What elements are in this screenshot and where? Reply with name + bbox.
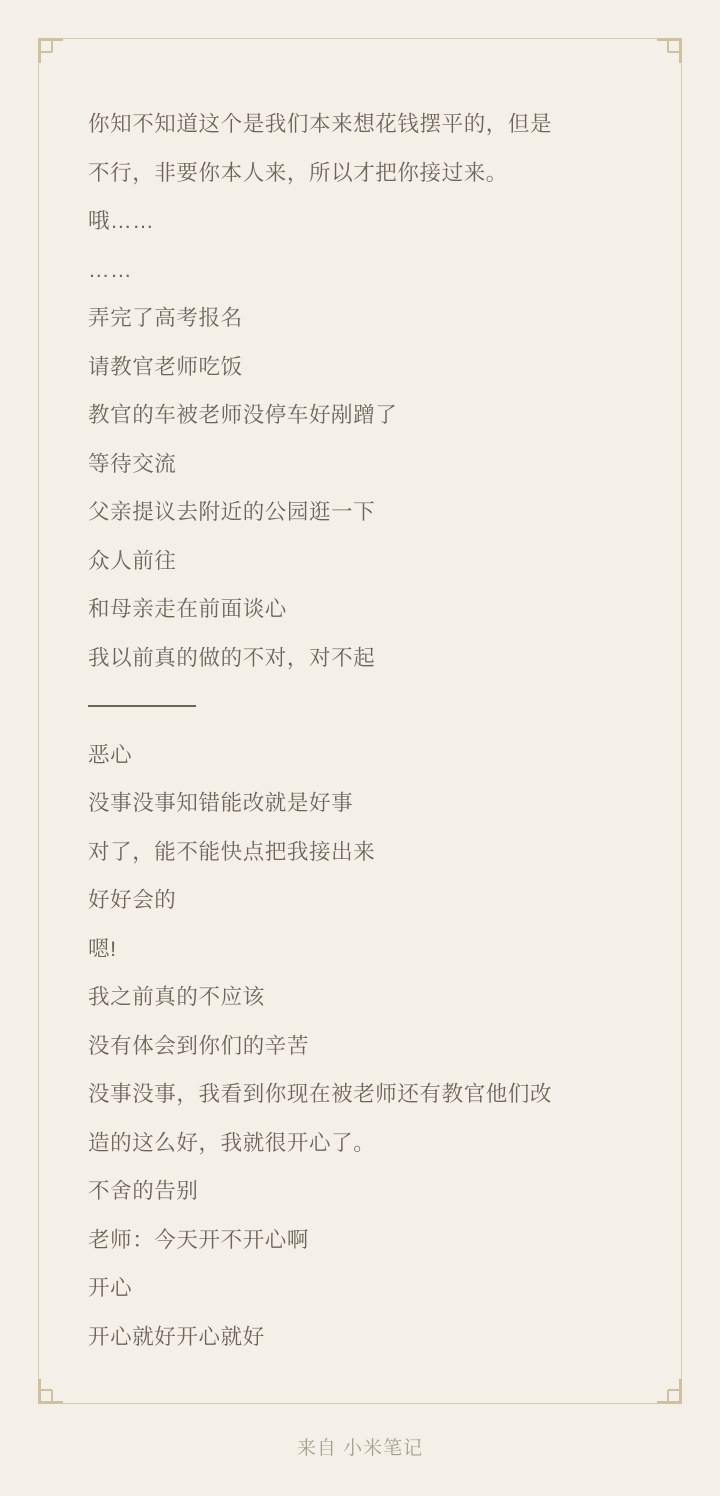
corner-ornament-top-right [657,38,682,63]
note-line: 教官的车被老师没停车好剐蹭了 [88,403,398,427]
corner-tick-vertical [667,1390,669,1404]
note-line: 众人前往 [88,548,177,573]
note-line: 老师：今天开不开心啊 [88,1227,310,1252]
note-line: 对了，能不能快点把我接出来 [88,839,376,864]
note-line: 请教官老师吃饭 [88,354,243,379]
note-line: 不舍的告别 [88,1179,199,1203]
corner-ornament-bottom-right [657,1379,682,1404]
note-line: 和母亲走在前面谈心 [88,597,287,621]
note-line: 弄完了高考报名 [88,306,243,330]
note-source-label: 来自 小米笔记 [296,1438,424,1459]
note-line: 开心 [88,1276,133,1300]
note-line: 恶心 [88,742,133,767]
corner-tick-horizontal [38,51,52,53]
corner-tick-vertical [51,1390,53,1404]
corner-tick-horizontal [38,1389,52,1391]
note-line: 开心就好开心就好 [88,1324,265,1349]
note-line: 好好会的 [88,888,177,912]
section-divider [88,682,640,731]
note-line: 嗯! [88,936,117,961]
note-line: …… [88,257,133,282]
note-line: 造的这么好，我就很开心了。 [88,1130,376,1155]
corner-ornament-top-left [38,38,63,63]
corner-tick-horizontal [668,1389,682,1391]
note-line: 我之前真的不应该 [88,985,265,1009]
note-body [88,100,640,1350]
corner-tick-horizontal [668,51,682,53]
note-line: 哦…… [88,209,155,233]
note-line: 等待交流 [88,451,177,476]
note-line: 父亲提议去附近的公园逛一下 [88,500,376,524]
corner-tick-vertical [51,38,53,52]
note-line: 我以前真的做的不对，对不起 [88,645,376,670]
note-line: 不行，非要你本人来，所以才把你接过来。 [88,160,508,185]
note-line: 没有体会到你们的辛苦 [88,1033,310,1058]
corner-ornament-bottom-left [38,1379,63,1404]
corner-tick-vertical [667,38,669,52]
note-line: 没事没事知错能改就是好事 [88,791,354,815]
horizontal-rule-icon [88,705,196,707]
note-line: 你知不知道这个是我们本来想花钱摆平的，但是 [88,112,553,136]
note-line: 没事没事，我看到你现在被老师还有教官他们改 [88,1082,553,1106]
